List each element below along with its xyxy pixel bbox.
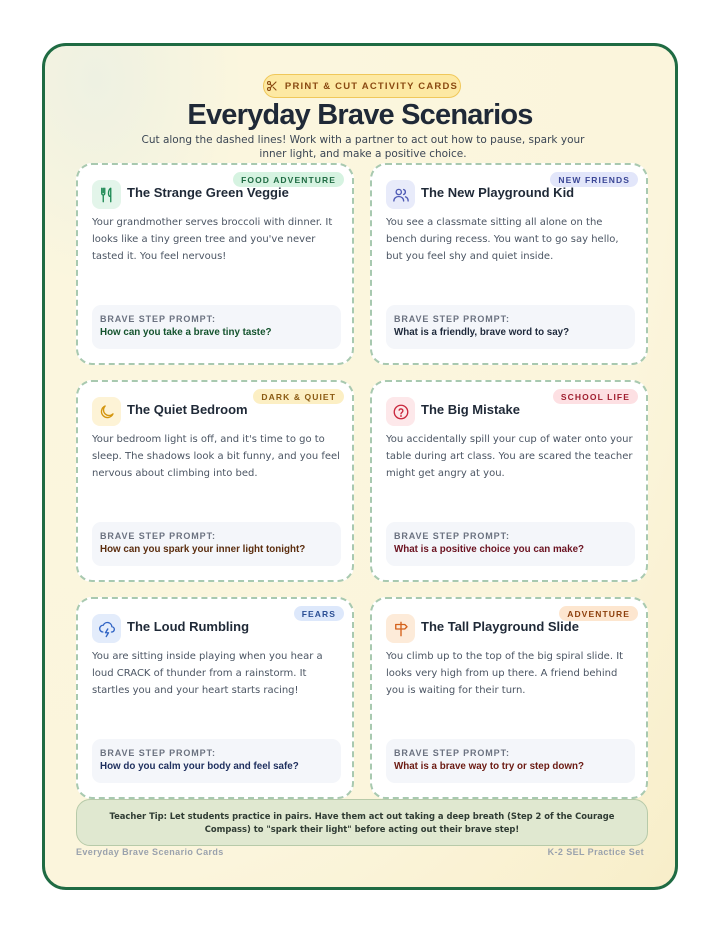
card-scenario-text: You climb up to the top of the big spiral slide. It looks very high from up there. A friend behind you is waiting for their turn. — [386, 651, 624, 696]
scenario-card — [370, 597, 648, 799]
card-category-tag: FEARS — [294, 606, 344, 621]
prompt-question: What is a positive choice you can make? — [394, 544, 585, 555]
card-scenario-text: You are sitting inside playing when you hear a loud CRACK of thunder from a rainstorm. It startles you and your heart starts racing! — [92, 651, 323, 696]
card-icon-box — [92, 397, 121, 426]
footer-left-text: Everyday Brave Scenario Cards — [76, 847, 224, 857]
prompt-label: BRAVE STEP PROMPT: — [394, 314, 510, 324]
storm-cloud-icon — [98, 620, 116, 638]
card-icon-box — [386, 397, 415, 426]
activity-sheet — [42, 43, 678, 890]
card-icon-box — [92, 180, 121, 209]
card-icon-box — [386, 180, 415, 209]
scenario-card — [76, 380, 354, 582]
prompt-question: How can you take a brave tiny taste? — [100, 327, 272, 338]
question-circle-icon — [392, 403, 410, 421]
teacher-tip — [76, 799, 648, 846]
prompt-question: How do you calm your body and feel safe? — [100, 761, 299, 772]
brave-step-prompt — [92, 739, 341, 783]
badge-label: PRINT & CUT ACTIVITY CARDS — [284, 80, 459, 92]
prompt-question: What is a brave way to try or step down? — [394, 761, 584, 772]
card-title: The New Playground Kid — [421, 185, 575, 200]
teacher-tip-label: Teacher Tip: — [109, 810, 168, 821]
brave-step-prompt — [386, 522, 635, 566]
card-title: The Big Mistake — [421, 402, 520, 417]
card-scenario-text: You see a classmate sitting all alone on the bench during recess. You want to go say hello, but you feel shy and quiet inside. — [386, 217, 619, 262]
card-category-tag: ADVENTURE — [559, 606, 638, 621]
scissors-icon — [266, 80, 278, 92]
signpost-icon — [392, 620, 410, 638]
brave-step-prompt — [386, 739, 635, 783]
page-title: Everyday Brave Scenarios — [187, 99, 533, 131]
card-scenario-text: Your grandmother serves broccoli with dinner. It looks like a tiny green tree and you've never tasted it. You feel nervous! — [92, 217, 333, 262]
brave-step-prompt — [92, 522, 341, 566]
brave-step-prompt — [92, 305, 341, 349]
moon-icon — [98, 403, 116, 421]
scenario-card — [76, 597, 354, 799]
teacher-tip-text: Let students practice in pairs. Have them act out taking a deep breath (Step 2 of the Courage Compass) to "spark their light" before acting out their brave step! — [169, 810, 615, 834]
prompt-label: BRAVE STEP PROMPT: — [394, 531, 510, 541]
prompt-label: BRAVE STEP PROMPT: — [100, 748, 216, 758]
prompt-question: How can you spark your inner light tonight? — [100, 544, 306, 555]
card-scenario-text: Your bedroom light is off, and it's time to go to sleep. The shadows look a bit funny, and you feel nervous about climbing into bed. — [92, 434, 340, 479]
prompt-label: BRAVE STEP PROMPT: — [100, 314, 216, 324]
card-title: The Loud Rumbling — [127, 619, 250, 634]
card-title: The Tall Playground Slide — [421, 619, 579, 634]
card-scenario-text: You accidentally spill your cup of water onto your table during art class. You are scared the teacher might get angry at you. — [386, 434, 633, 479]
prompt-question: What is a friendly, brave word to say? — [394, 327, 570, 338]
users-icon — [392, 186, 410, 204]
scenario-card — [370, 163, 648, 365]
card-icon-box — [92, 614, 121, 643]
print-cut-badge — [263, 74, 461, 98]
fork-knife-icon — [98, 186, 116, 204]
brave-step-prompt — [386, 305, 635, 349]
prompt-label: BRAVE STEP PROMPT: — [100, 531, 216, 541]
page-subtitle: Cut along the dashed lines! Work with a partner to act out how to pause, spark your inner light, and make a positive choice. — [141, 134, 585, 160]
card-title: The Strange Green Veggie — [127, 185, 289, 200]
card-category-tag: DARK & QUIET — [253, 389, 344, 404]
card-title: The Quiet Bedroom — [127, 402, 248, 417]
scenario-card — [370, 380, 648, 582]
scenario-card — [76, 163, 354, 365]
card-category-tag: NEW FRIENDS — [550, 172, 638, 187]
prompt-label: BRAVE STEP PROMPT: — [394, 748, 510, 758]
card-icon-box — [386, 614, 415, 643]
card-category-tag: SCHOOL LIFE — [553, 389, 638, 404]
card-category-tag: FOOD ADVENTURE — [233, 172, 344, 187]
footer-right-text: K-2 SEL Practice Set — [547, 847, 644, 857]
